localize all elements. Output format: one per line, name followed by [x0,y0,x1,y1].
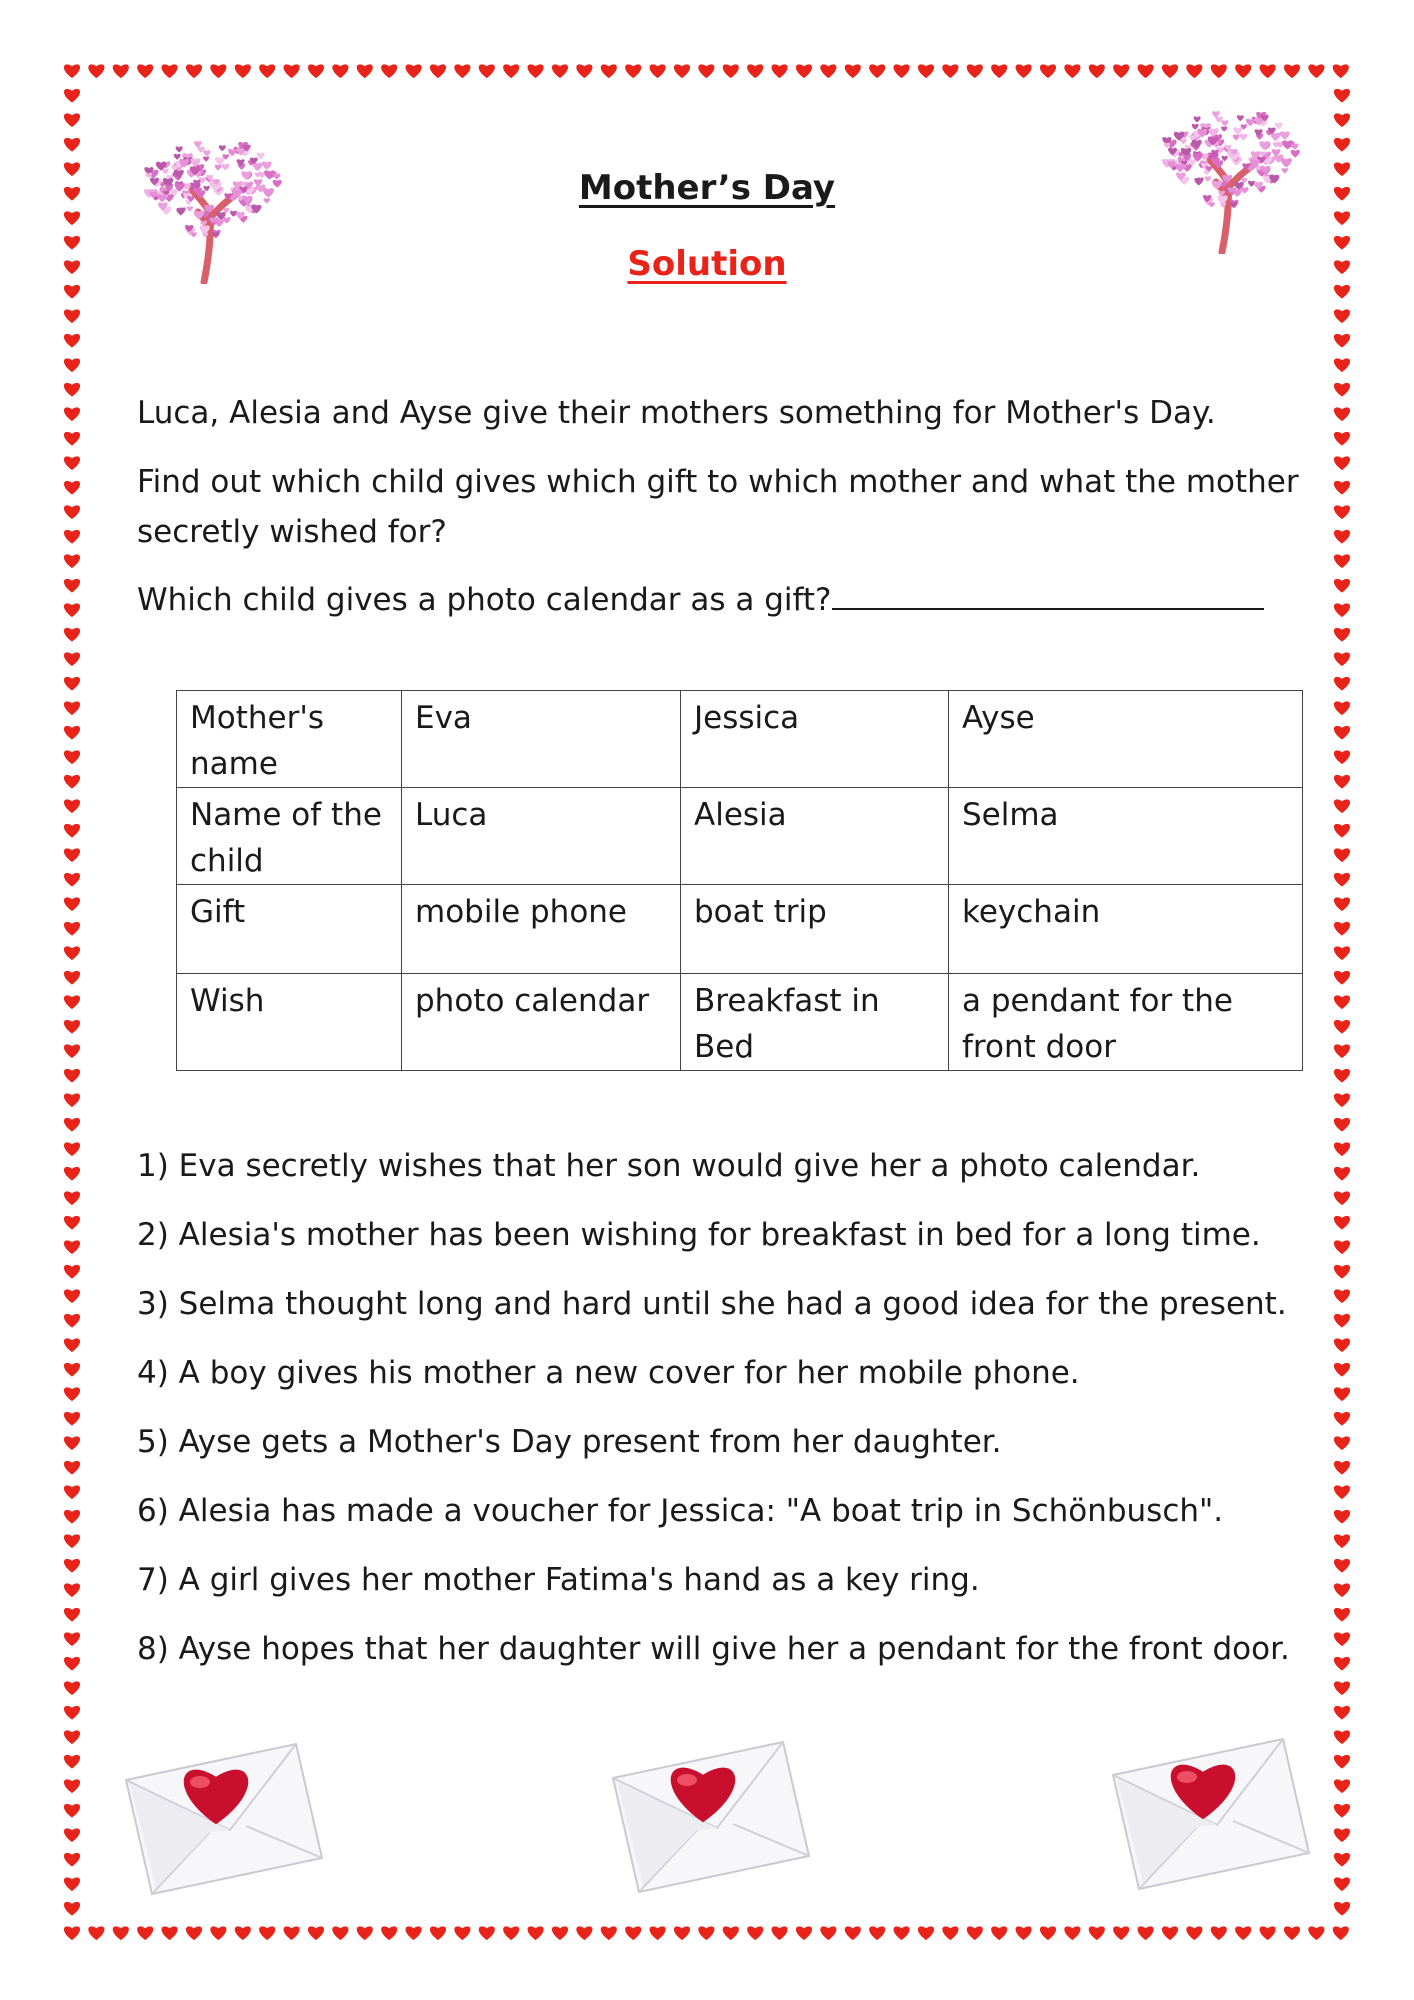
table-cell: Ayse [949,691,1303,788]
table-cell: Eva [402,691,681,788]
row-label: Name of the child [177,788,402,885]
row-label: Gift [177,885,402,974]
clue-6: 6) Alesia has made a voucher for Jessica: "A boat trip in Schönbusch". [137,1493,1224,1529]
page-subtitle: Solution [627,244,787,284]
row-label: Mother's name [177,691,402,788]
clue-4: 4) A boy gives his mother a new cover for her mobile phone. [137,1355,1080,1391]
table-cell: keychain [949,885,1303,974]
intro-line-2: Find out which child gives which gift to which mother and what the mother secretly wished for? [137,464,1299,550]
answer-blank [832,576,1264,610]
table-row [177,974,1303,1071]
table-cell: Jessica [681,691,949,788]
intro-line-1: Luca, Alesia and Ayse give their mothers something for Mother's Day. [137,395,1216,431]
table-row [177,788,1303,885]
question-text: Which child gives a photo calendar as a gift? [137,582,832,618]
clue-2: 2) Alesia's mother has been wishing for breakfast in bed for a long time. [137,1217,1261,1253]
clue-1: 1) Eva secretly wishes that her son would give her a photo calendar. [137,1148,1201,1184]
clue-5: 5) Ayse gets a Mother's Day present from her daughter. [137,1424,1002,1460]
heart-envelope-icon [118,1730,328,1900]
clue-3: 3) Selma thought long and hard until she had a good idea for the present. [137,1286,1287,1322]
solution-table [176,690,1303,1071]
table-cell: Breakfast in Bed [681,974,949,1071]
heart-envelope-icon [1105,1725,1315,1895]
table-cell: Luca [402,788,681,885]
row-label: Wish [177,974,402,1071]
table-row [177,885,1303,974]
table-cell: mobile phone [402,885,681,974]
clue-7: 7) A girl gives her mother Fatima's hand as a key ring. [137,1562,980,1598]
table-cell: boat trip [681,885,949,974]
question-line [137,575,1317,625]
table-cell: Alesia [681,788,949,885]
clue-8: 8) Ayse hopes that her daughter will give her a pendant for the front door. [137,1631,1290,1667]
table-cell: photo calendar [402,974,681,1071]
table-row [177,691,1303,788]
table-cell: a pendant for the front door [949,974,1303,1071]
table-cell: Selma [949,788,1303,885]
page-title: Mother’s Day [578,168,836,208]
heart-envelope-icon [605,1728,815,1898]
